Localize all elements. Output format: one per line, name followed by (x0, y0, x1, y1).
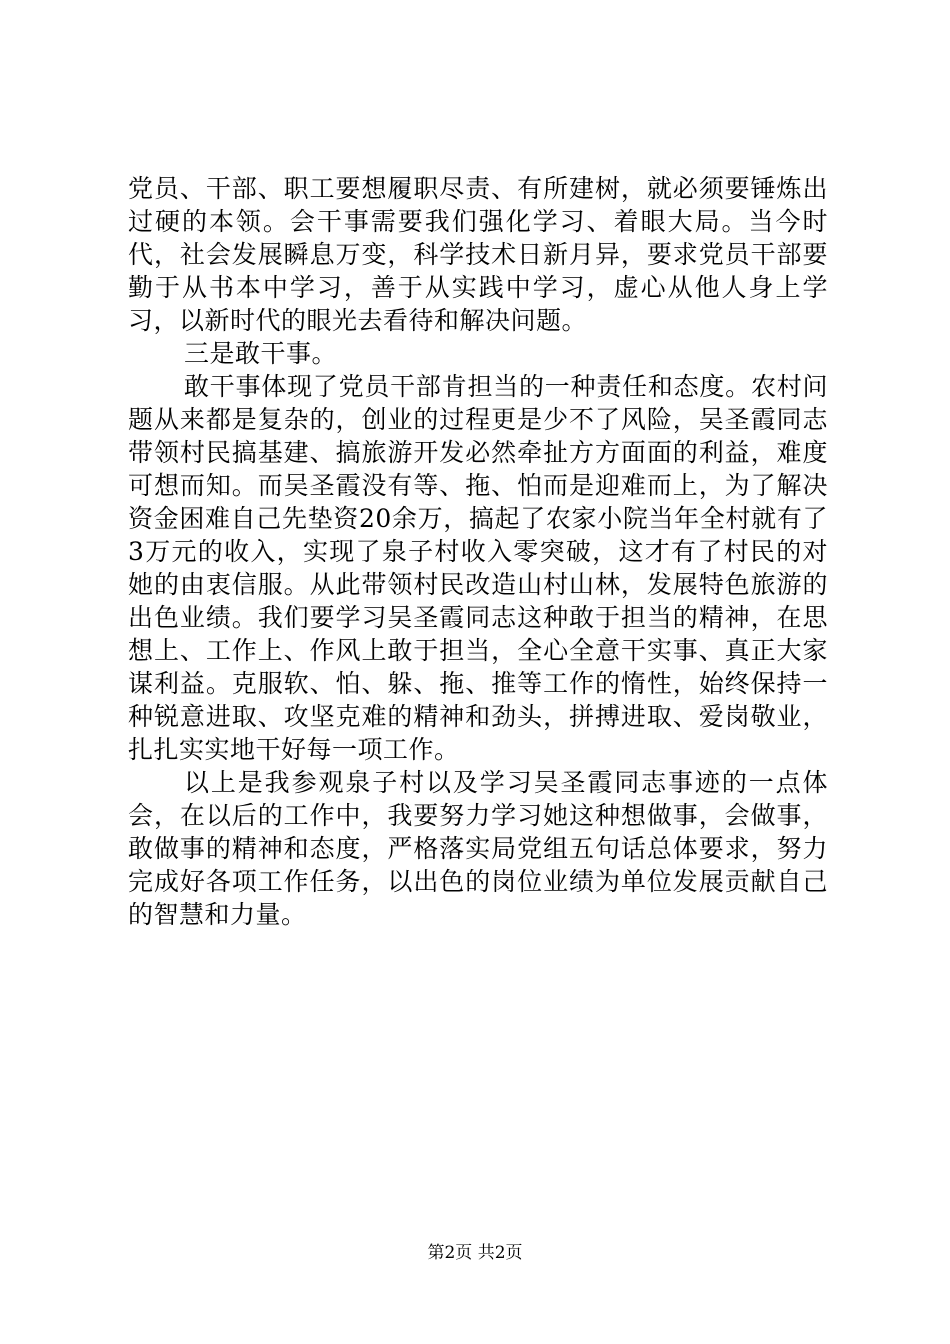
paragraph-conclusion: 以上是我参观泉子村以及学习吴圣霞同志事迹的一点体会，在以后的工作中，我要努力学习她这种想做事，会做事，敢做事的精神和态度，严格落实局党组五句话总体要求，努力完成好各项工作任务，以出色的岗位业绩为单位发展贡献自己的智慧和力量。 (128, 768, 828, 929)
paragraph-continued: 党员、干部、职工要想履职尽责、有所建树，就必须要锤炼出过硬的本领。会干事需要我们强化学习、着眼大局。当今时代，社会发展瞬息万变，科学技术日新月异，要求党员干部要勤于从书本中学习，善于从实践中学习，虚心从他人身上学习，以新时代的眼光去看待和解决问题。 (128, 174, 828, 335)
paragraph: 敢干事体现了党员干部肯担当的一种责任和态度。农村问题从来都是复杂的，创业的过程更是少不了风险，吴圣霞同志带领村民搞基建、搞旅游开发必然牵扯方方面面的利益，难度可想而知。而吴圣霞没有等、拖、怕而是迎难而上，为了解决资金困难自己先垫资20余万，搞起了农家小院当年全村就有了3万元的收入，实现了泉子村收入零突破，这才有了村民的对她的由衷信服。从此带领村民改造山村山林，发展特色旅游的出色业绩。我们要学习吴圣霞同志这种敢于担当的精神，在思想上、工作上、作风上敢于担当，全心全意干实事、真正大家谋利益。克服软、怕、躲、拖、推等工作的惰性，始终保持一种锐意进取、攻坚克难的精神和劲头，拼搏进取、爱岗敬业，扎扎实实地干好每一项工作。 (128, 372, 828, 764)
section-heading: 三是敢干事。 (184, 339, 338, 368)
document-body (128, 172, 828, 931)
page-number-footer: 第2页 共2页 (427, 1243, 523, 1263)
